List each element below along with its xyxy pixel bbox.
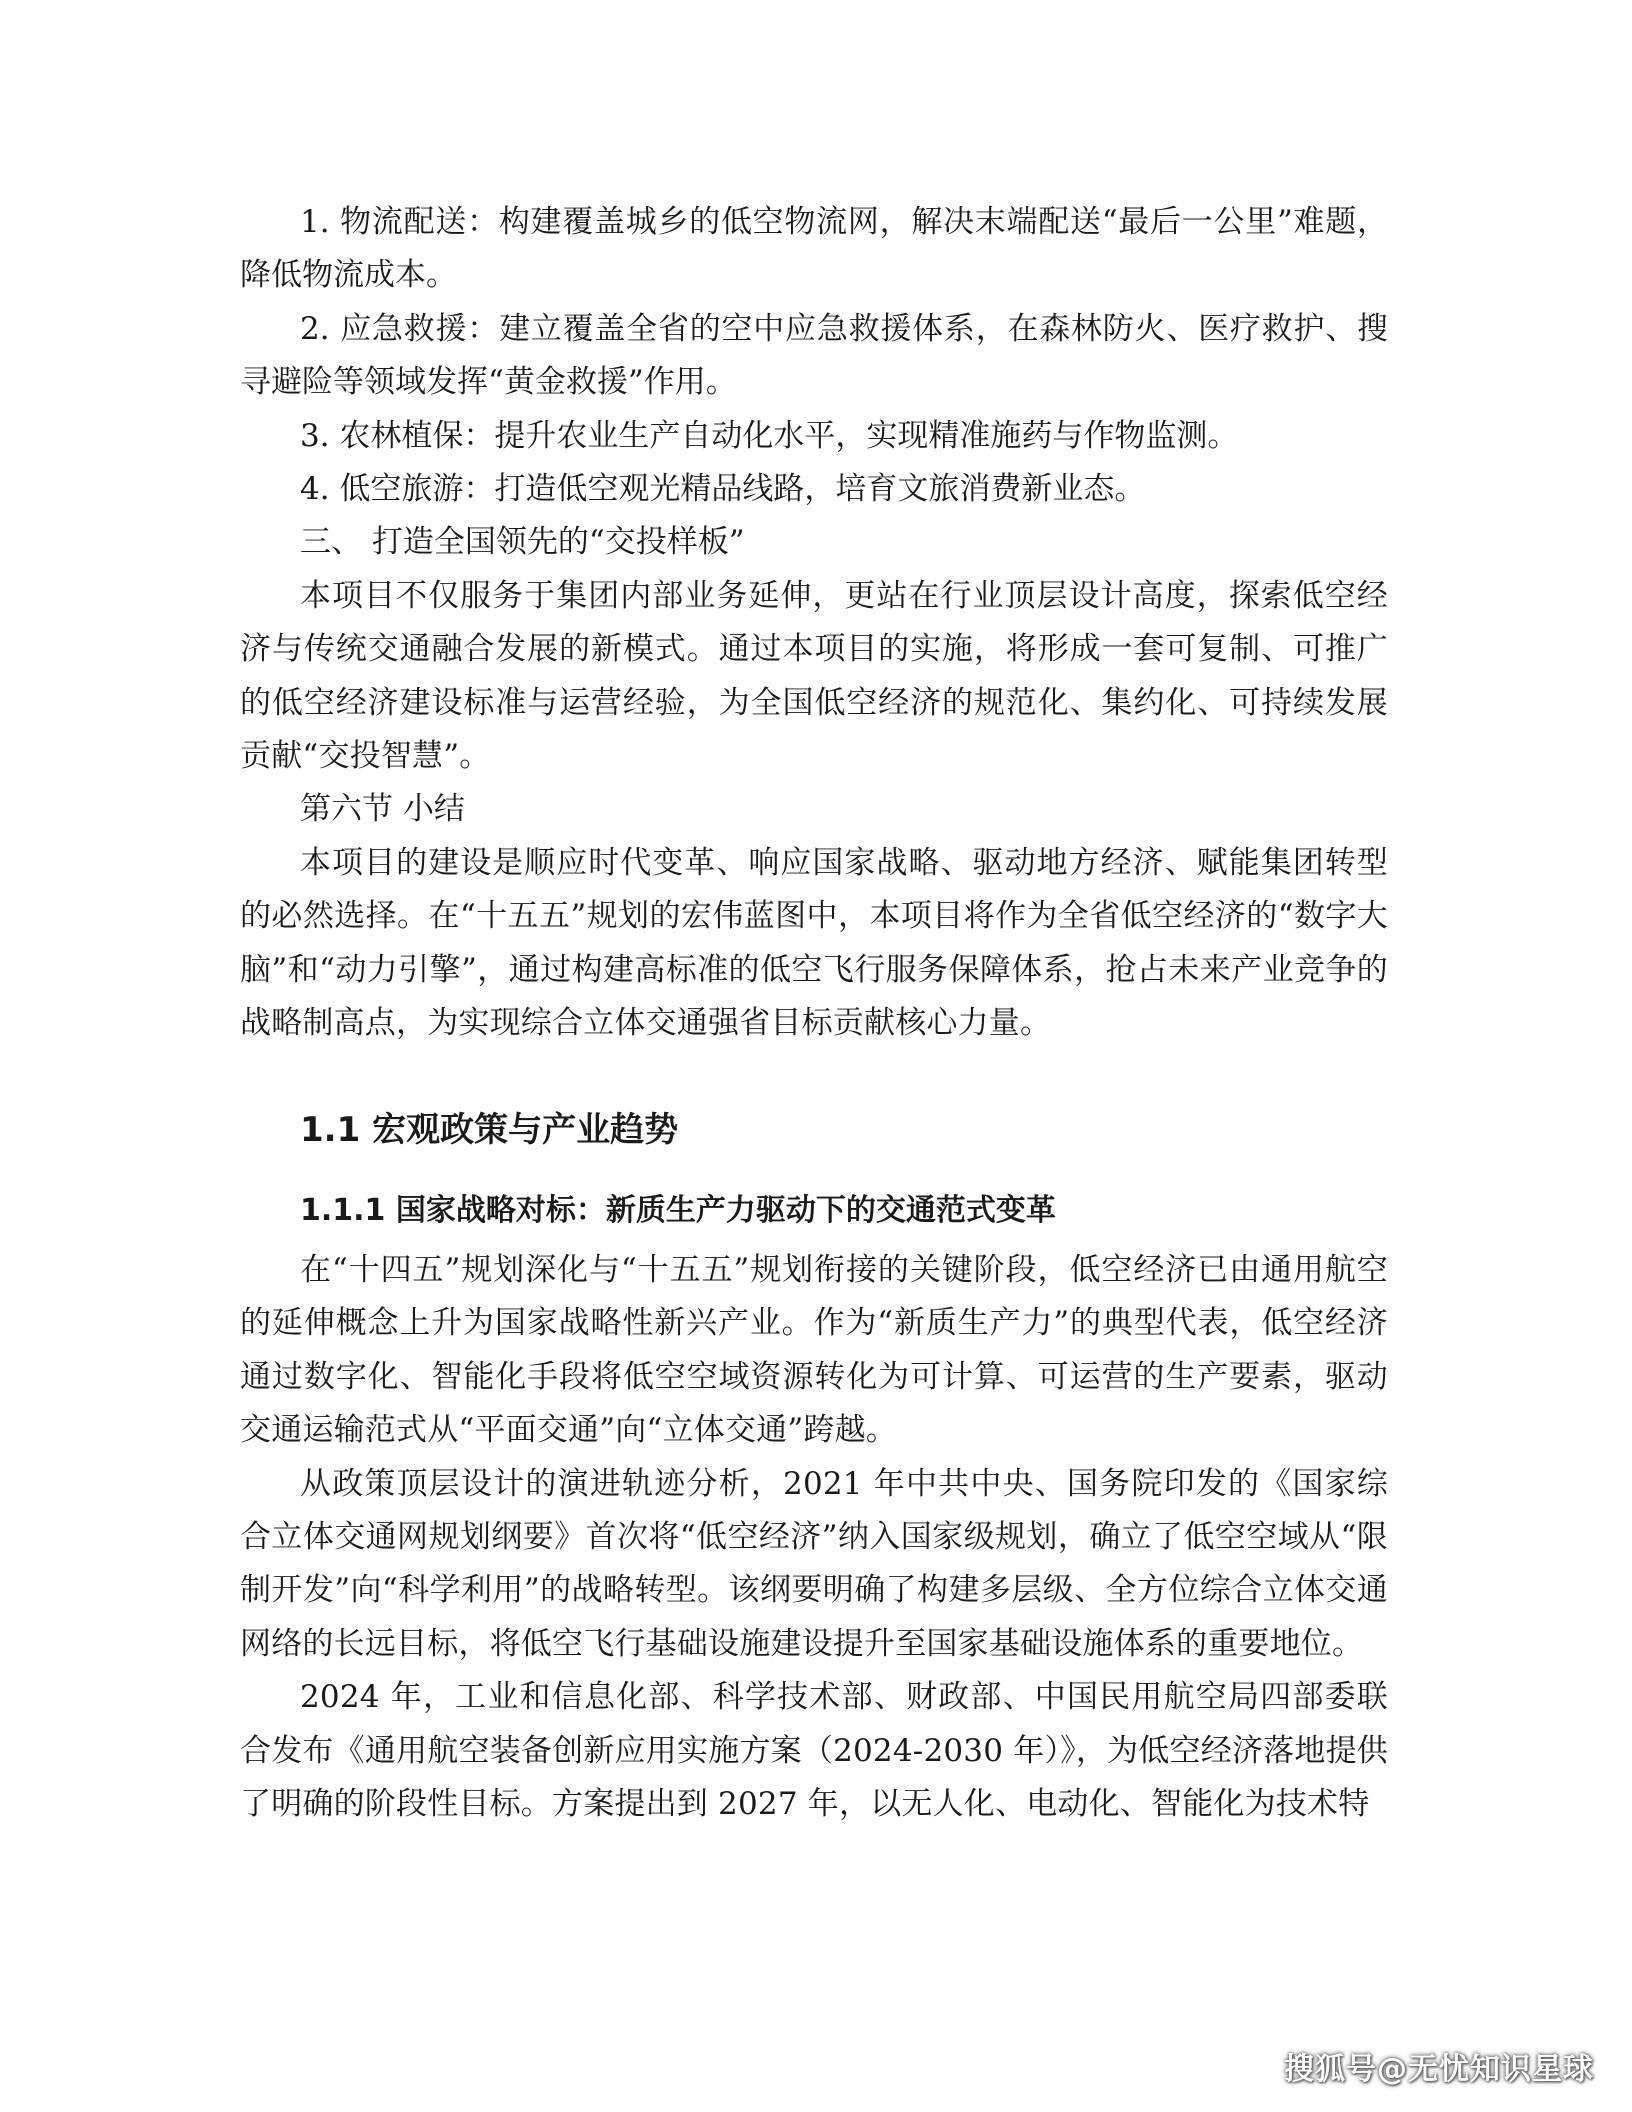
watermark: 搜狐号@无忧知识星球 bbox=[1284, 2052, 1594, 2087]
section-title: 1.1 宏观政策与产业趋势 bbox=[300, 1110, 679, 1150]
heading-three: 三、 打造全国领先的“交投样板” bbox=[300, 524, 745, 561]
paragraph-body-3: 2024 年，工业和信息化部、科学技术部、财政部、中国民用航空局四部委联合发布《通用航空装备创新应用实施方案（2024-2030 年）》，为低空经济落地提供了明确的阶段性目标。方案提出到 2027 年，以无人化、电动化、智能化为技术特 bbox=[240, 1679, 1388, 1823]
subsection-title: 1.1.1 国家战略对标：新质生产力驱动下的交通范式变革 bbox=[300, 1193, 1056, 1228]
list-item-logistics: 1. 物流配送：构建覆盖城乡的低空物流网，解决末端配送“最后一公里”难题，降低物流成本。 bbox=[240, 204, 1388, 294]
list-item-tourism: 4. 低空旅游：打造低空观光精品线路，培育文旅消费新业态。 bbox=[300, 471, 1146, 508]
upper-content bbox=[240, 196, 1388, 1051]
list-item-agriculture: 3. 农林植保：提升农业生产自动化水平，实现精准施药与作物监测。 bbox=[300, 417, 1239, 454]
paragraph-three: 本项目不仅服务于集团内部业务延伸，更站在行业顶层设计高度，探索低空经济与传统交通融合发展的新模式。通过本项目的实施，将形成一套可复制、可推广的低空经济建设标准与运营经验，为全国低空经济的规范化、集约化、可持续发展贡献“交投智慧”。 bbox=[240, 577, 1388, 775]
paragraph-summary: 本项目的建设是顺应时代变革、响应国家战略、驱动地方经济、赋能集团转型的必然选择。在“十五五”规划的宏伟蓝图中，本项目将作为全省低空经济的“数字大脑”和“动力引擎”，通过构建高标准的低空飞行服务保障体系，抢占未来产业竞争的战略制高点，为实现综合立体交通强省目标贡献核心力量。 bbox=[240, 844, 1388, 1042]
heading-section-six: 第六节 小结 bbox=[300, 791, 465, 828]
list-item-emergency: 2. 应急救援：建立覆盖全省的空中应急救援体系，在森林防火、医疗救护、搜寻避险等领域发挥“黄金救援”作用。 bbox=[240, 310, 1388, 401]
paragraph-body-2: 从政策顶层设计的演进轨迹分析，2021 年中共中央、国务院印发的《国家综合立体交通网规划纲要》首次将“低空经济”纳入国家级规划，确立了低空空域从“限制开发”向“科学利用”的战略转型。该纲要明确了构建多层级、全方位综合立体交通网络的长远目标，将低空飞行基础设施建设提升至国家基础设施体系的重要地位。 bbox=[240, 1465, 1388, 1662]
paragraph-body-1: 在“十四五”规划深化与“十五五”规划衔接的关键阶段，低空经济已由通用航空的延伸概念上升为国家战略性新兴产业。作为“新质生产力”的典型代表，低空经济通过数字化、智能化手段将低空空域资源转化为可计算、可运营的生产要素，驱动交通运输范式从“平面交通”向“立体交通”跨越。 bbox=[240, 1252, 1388, 1449]
lower-content bbox=[240, 1244, 1388, 1831]
